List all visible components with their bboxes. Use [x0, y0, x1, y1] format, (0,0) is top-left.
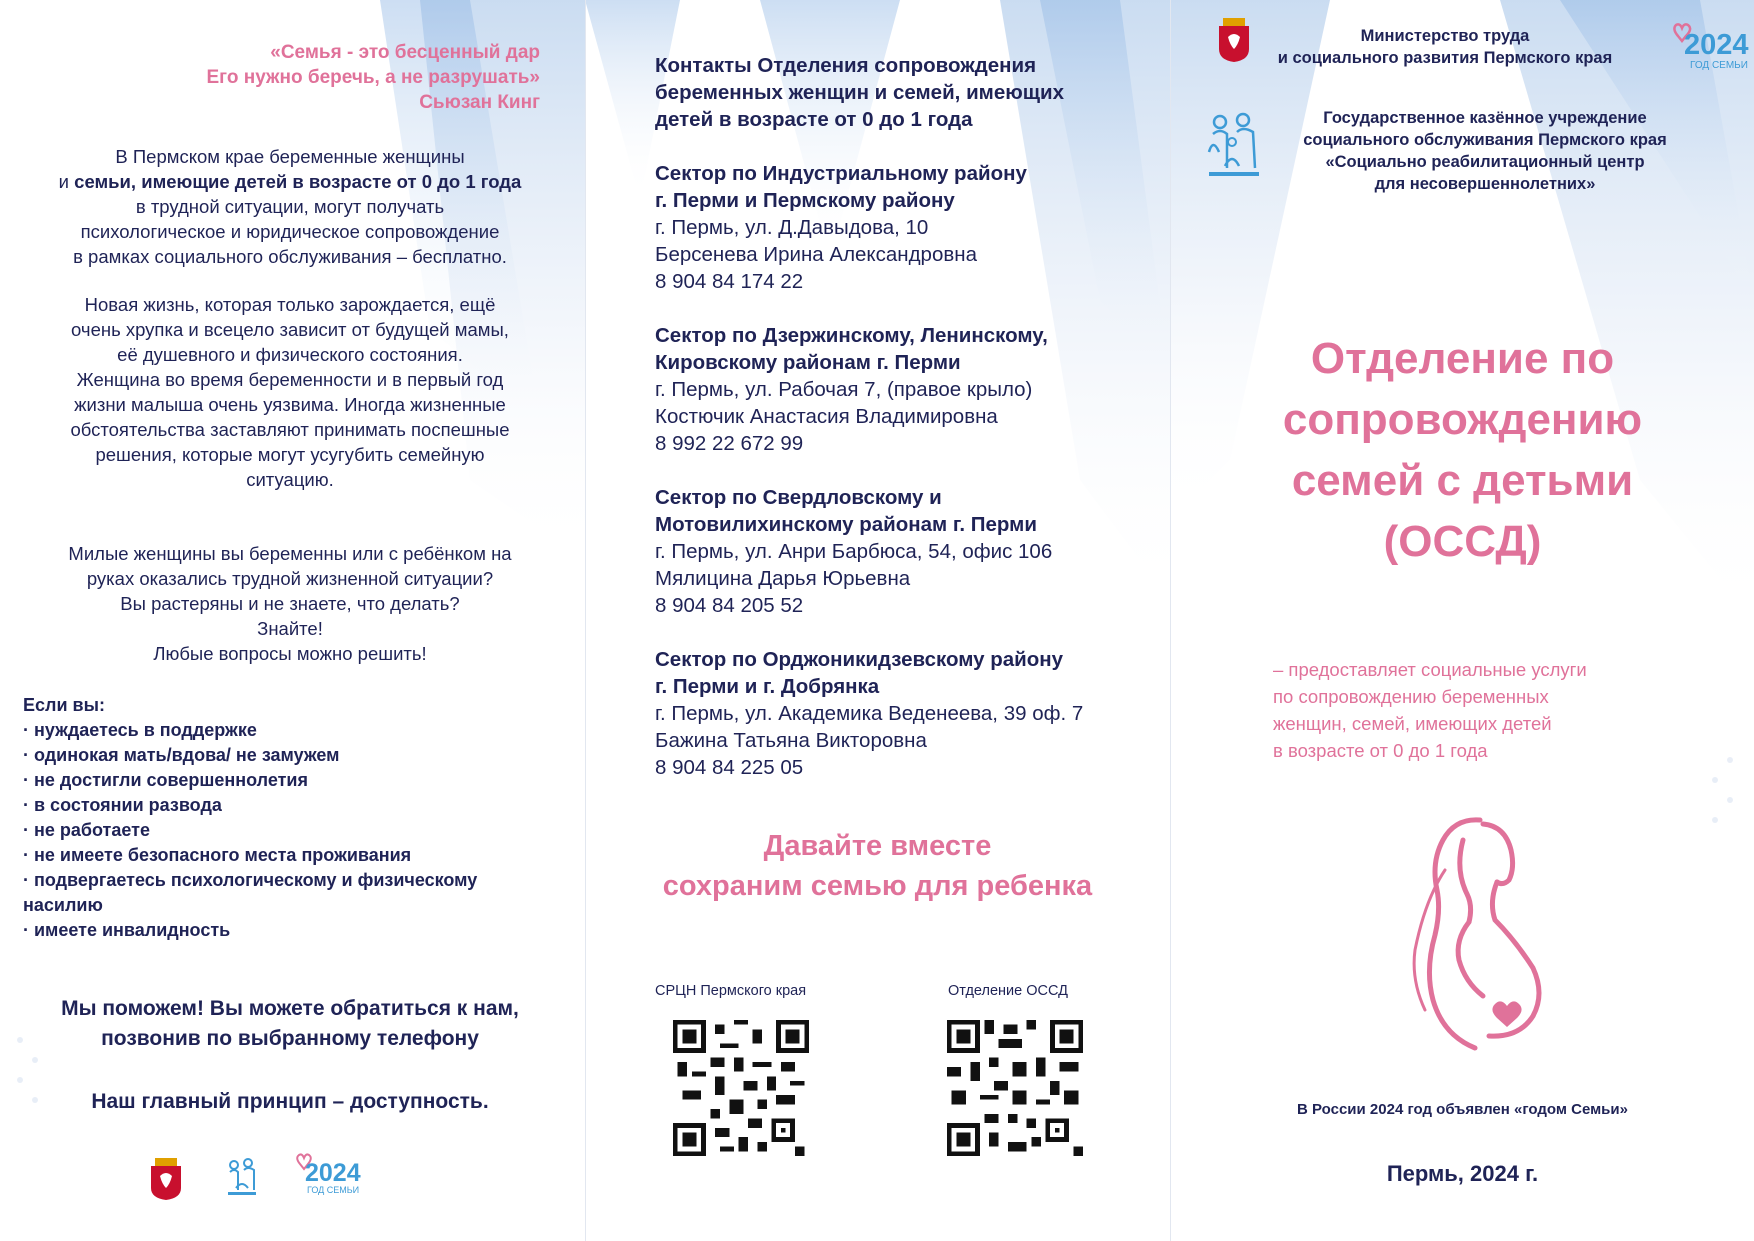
sector-address: г. Пермь, ул. Рабочая 7, (правое крыло) [655, 378, 1033, 401]
contacts-section [655, 52, 1155, 781]
panel-cover [1170, 0, 1754, 1241]
intro-line: в рамках социального обслуживания – бесплатно. [73, 246, 507, 267]
life-line: обстоятельства заставляют принимать поспешные [70, 419, 510, 440]
perm-coat-of-arms-icon [150, 1158, 182, 1200]
life-line: Новая жизнь, которая только зарождается, ещё [84, 294, 496, 315]
slogan [605, 826, 1150, 906]
footer-logos [148, 1154, 398, 1209]
sector-heading: Кировскому районам г. Перми [655, 351, 961, 374]
criteria-item: · не работаете [23, 820, 150, 840]
year-of-family-logo-icon [1670, 24, 1749, 72]
sector-person: Мялицина Дарья Юрьевна [655, 567, 911, 590]
sector-heading: Сектор по Орджоникидзевскому району [655, 648, 1064, 671]
qr-label-srcn: СРЦН Пермского края [655, 983, 807, 999]
spacer [655, 619, 1155, 646]
sector-heading: Мотовилихинскому районам г. Перми [655, 513, 1037, 536]
criteria-list [23, 693, 563, 943]
description-line: в возрасте от 0 до 1 года [1273, 740, 1488, 761]
year-of-family-note: В России 2024 год объявлен «годом Семьи» [1297, 1101, 1628, 1118]
slogan-line: сохраним семью для ребенка [662, 870, 1093, 902]
life-line: жизни малыша очень уязвима. Иногда жизненные [74, 394, 506, 415]
contacts-title-line: Контакты Отделения сопровождения [655, 54, 1037, 77]
life-line: Женщина во время беременности и в первый год [76, 369, 504, 390]
panel-middle [585, 0, 1170, 1241]
title-line: Отделение по [1310, 334, 1615, 383]
ministry-line: Министерство труда [1360, 27, 1530, 45]
year-logo-number: 2024 [305, 1159, 361, 1187]
sector-person: Бажина Татьяна Викторовна [655, 729, 927, 752]
help-statement [10, 994, 570, 1054]
ministry-name [1240, 25, 1650, 69]
spacer [655, 133, 1155, 160]
life-line: ситуацию. [246, 469, 334, 490]
spacer [655, 295, 1155, 322]
criteria-item: · подвергаетесь психологическому и физическому [23, 870, 478, 890]
sector-heading: Сектор по Свердловскому и [655, 486, 942, 509]
criteria-title: Если вы: [23, 695, 105, 715]
sector-phone[interactable]: 8 904 84 174 22 [655, 270, 804, 293]
life-line: решения, которые могут усугубить семейную [95, 444, 485, 465]
institution-line: социального обслуживания Пермского края [1303, 131, 1667, 149]
year-of-family-logo-icon [293, 1154, 361, 1196]
brochure-title [1190, 328, 1735, 572]
intro-line: психологическое и юридическое сопровождение [80, 221, 500, 242]
institution-line: Государственное казённое учреждение [1323, 109, 1647, 127]
life-line: её душевного и физического состояния. [117, 344, 463, 365]
help-line: Мы поможем! Вы можете обратиться к нам, [61, 997, 519, 1020]
help-line: позвонив по выбранному телефону [101, 1027, 479, 1050]
sector-phone[interactable]: 8 992 22 672 99 [655, 432, 804, 455]
principle-statement: Наш главный принцип – доступность. [91, 1090, 489, 1113]
intro-line-emphasis: семьи, имеющие детей в возрасте от 0 до 1 года [74, 171, 522, 192]
description-line: по сопровождению беременных [1273, 686, 1549, 707]
intro-paragraph [20, 144, 560, 269]
slogan-line: Давайте вместе [763, 830, 992, 862]
description-line: женщин, семей, имеющих детей [1273, 713, 1552, 734]
criteria-item: · нуждаетесь в поддержке [23, 720, 257, 740]
criteria-item: · не имеете безопасного места проживания [23, 845, 412, 865]
title-line: сопровождению [1282, 395, 1643, 444]
epigraph-quote [20, 40, 540, 115]
criteria-item: насилию [23, 895, 103, 915]
criteria-item: · не достигли совершеннолетия [23, 770, 309, 790]
criteria-item: · одинокая мать/вдова/ не замужем [23, 745, 340, 765]
appeal-line: Знайте! [257, 618, 323, 639]
year-logo-caption: ГОД СЕМЬИ [1690, 60, 1748, 71]
life-paragraph [20, 292, 560, 492]
sector-heading: Сектор по Индустриальному району [655, 162, 1027, 185]
appeal-line: Любые вопросы можно решить! [153, 643, 427, 664]
spacer [655, 457, 1155, 484]
qr-code-ossd[interactable] [947, 1020, 1083, 1156]
year-logo-caption: ГОД СЕМЬИ [307, 1185, 360, 1195]
sector-address: г. Пермь, ул. Академика Веденеева, 39 оф. 7 [655, 702, 1084, 725]
sector-address: г. Пермь, ул. Анри Барбюса, 54, офис 106 [655, 540, 1053, 563]
contacts-title-line: детей в возрасте от 0 до 1 года [655, 108, 973, 131]
contacts-title-line: беременных женщин и семей, имеющих [655, 81, 1065, 104]
sector-phone[interactable]: 8 904 84 205 52 [655, 594, 804, 617]
sector-person: Берсенева Ирина Александровна [655, 243, 977, 266]
place-and-year: Пермь, 2024 г. [1386, 1161, 1539, 1186]
sector-heading: г. Перми и г. Добрянка [655, 675, 880, 698]
title-line: семей с детьми [1291, 456, 1634, 505]
quote-line: «Семья - это бесценный дар [270, 42, 540, 63]
appeal-line: Вы растеряны и не знаете, что делать? [120, 593, 460, 614]
sector-address: г. Пермь, ул. Д.Давыдова, 10 [655, 216, 929, 239]
intro-line: В Пермском крае беременные женщины [115, 146, 465, 167]
quote-line: Его нужно беречь, а не разрушать» [206, 67, 540, 88]
family-center-logo-icon [226, 1158, 258, 1198]
title-line: (ОССД) [1383, 517, 1542, 566]
pregnant-woman-icon [1385, 810, 1585, 1060]
panel-left [0, 0, 585, 1241]
intro-line-prefix: и [58, 171, 75, 192]
sector-heading: г. Перми и Пермскому району [655, 189, 955, 212]
institution-line: для несовершеннолетних» [1374, 175, 1596, 193]
criteria-item: · в состоянии развода [23, 795, 222, 815]
service-description [1273, 656, 1663, 764]
quote-author: Сьюзан Кинг [419, 92, 540, 113]
intro-line: в трудной ситуации, могут получать [135, 196, 445, 217]
ministry-line: и социального развития Пермского края [1277, 49, 1613, 67]
intro-line [20, 169, 560, 194]
appeal-line: Милые женщины вы беременны или с ребёнком на [68, 543, 512, 564]
description-line: – предоставляет социальные услуги [1273, 659, 1587, 680]
life-line: очень хрупка и всецело зависит от будущей мамы, [71, 319, 509, 340]
year-logo-number: 2024 [1684, 29, 1749, 61]
qr-code-srcn[interactable] [673, 1020, 809, 1156]
qr-label-ossd: Отделение ОССД [948, 983, 1068, 999]
appeal-line: руках оказались трудной жизненной ситуации? [86, 568, 494, 589]
family-center-logo-icon [1205, 112, 1263, 184]
institution-name [1270, 107, 1700, 195]
institution-line: «Социально реабилитационный центр [1325, 153, 1645, 171]
criteria-item: · имеете инвалидность [23, 920, 231, 940]
appeal-paragraph [20, 541, 560, 666]
sector-person: Костючик Анастасия Владимировна [655, 405, 998, 428]
sector-heading: Сектор по Дзержинскому, Ленинскому, [655, 324, 1048, 347]
sector-phone[interactable]: 8 904 84 225 05 [655, 756, 804, 779]
